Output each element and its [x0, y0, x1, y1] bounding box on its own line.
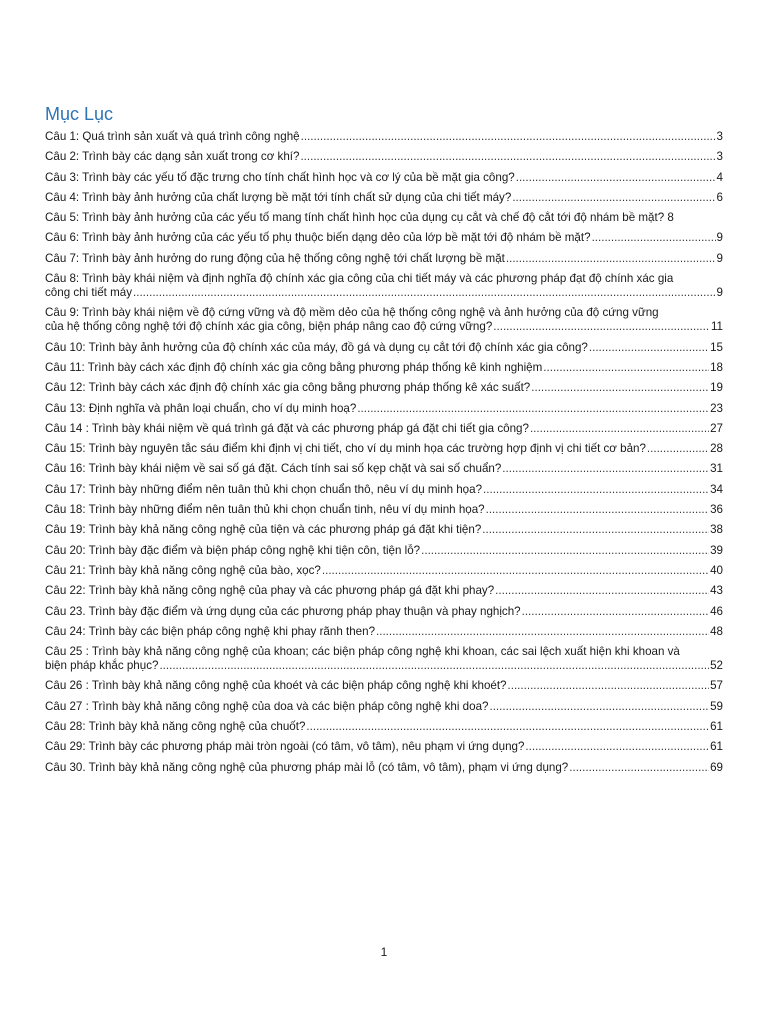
toc-entry-text: công chi tiết máy: [45, 286, 132, 300]
toc-entry-page: 3: [716, 130, 723, 143]
dot-leader: [522, 605, 709, 619]
toc-entry-text-line1: Câu 9: Trình bày khái niệm về độ cứng vững và độ mềm dẻo của hệ thống công nghệ và ảnh hưởng của độ cứng vững: [45, 306, 659, 320]
toc-entry-text: Câu 4: Trình bày ảnh hưởng của chất lượng bề mặt tới tính chất sử dụng của chi tiết máy?: [45, 190, 512, 204]
dot-leader: [493, 320, 710, 334]
toc-entry[interactable]: [45, 191, 723, 205]
toc-entry-text: Câu 16: Trình bày khái niệm về sai số gá đặt. Cách tính sai số kẹp chặt và sai số chuẩn?: [45, 462, 502, 476]
toc-entry[interactable]: [45, 442, 723, 456]
dot-leader: [376, 625, 709, 639]
toc-entry[interactable]: [45, 700, 723, 714]
toc-entry-text: Câu 17: Trình bày những điểm nên tuân thủ khi chọn chuẩn thô, nêu ví dụ minh họa?: [45, 482, 483, 496]
toc-entry[interactable]: [45, 171, 723, 185]
dot-leader: [508, 679, 710, 693]
dot-leader: [301, 130, 716, 144]
toc-entry[interactable]: [45, 740, 723, 754]
toc-entry[interactable]: [45, 761, 723, 775]
toc-entry-page: 61: [710, 720, 723, 734]
toc-entry-text: Câu 5: Trình bày ảnh hưởng của các yếu tố mang tính chất hình học của dụng cụ cắt và chế độ cắt tới độ nhám bề mặt? 8: [45, 211, 674, 225]
toc-list: [45, 130, 723, 781]
toc-entry-text: Câu 19: Trình bày khả năng công nghệ của tiện và các phương pháp gá đặt khi tiện?: [45, 523, 482, 537]
dot-leader: [486, 503, 709, 517]
toc-entry-page: 59: [710, 699, 723, 713]
dot-leader: [489, 700, 709, 714]
toc-entry[interactable]: [45, 679, 723, 693]
toc-entry[interactable]: [45, 462, 723, 476]
toc-entry[interactable]: [45, 211, 723, 225]
toc-entry[interactable]: [45, 150, 723, 164]
dot-leader: [543, 361, 709, 375]
toc-entry[interactable]: [45, 422, 723, 436]
toc-entry-page: 18: [710, 360, 723, 374]
toc-entry-page: 9: [716, 251, 723, 265]
toc-entry[interactable]: [45, 231, 723, 245]
toc-entry-text: Câu 12: Trình bày cách xác định độ chính xác gia công bằng phương pháp thống kê xác suất?: [45, 381, 531, 395]
toc-entry-text: Câu 3: Trình bày các yếu tố đặc trưng cho tính chất hình học và cơ lý của bề mặt gia công?: [45, 170, 515, 184]
toc-entry[interactable]: [45, 544, 723, 558]
toc-entry-text: Câu 13: Định nghĩa và phân loại chuẩn, cho ví dụ minh hoạ?: [45, 401, 357, 415]
toc-entry-page: 46: [710, 604, 723, 618]
toc-entry-page: 39: [710, 543, 723, 557]
page-number-footer: 1: [380, 945, 388, 959]
toc-entry-text: Câu 27 : Trình bày khả năng công nghệ của doa và các biện pháp công nghệ khi doa?: [45, 699, 489, 713]
dot-leader: [159, 659, 709, 673]
toc-entry-page: 48: [710, 624, 723, 638]
toc-entry-page: 6: [716, 190, 723, 204]
toc-entry-page: 61: [710, 740, 723, 754]
toc-entry[interactable]: [45, 306, 723, 334]
dot-leader: [300, 150, 715, 164]
toc-entry[interactable]: [45, 252, 723, 266]
dot-leader: [495, 584, 709, 598]
toc-entry-page: 28: [710, 442, 723, 456]
toc-entry[interactable]: [45, 130, 723, 144]
toc-entry-page: 40: [710, 563, 723, 577]
toc-entry[interactable]: [45, 272, 723, 300]
dot-leader: [306, 720, 709, 734]
dot-leader: [569, 761, 709, 775]
toc-entry-text: Câu 21: Trình bày khả năng công nghệ của bào, xọc?: [45, 563, 321, 577]
dot-leader: [530, 422, 709, 436]
dot-leader: [647, 442, 709, 456]
toc-entry-text: Câu 30. Trình bày khả năng công nghệ của phương pháp mài lỗ (có tâm, vô tâm), phạm vi ứng dụng?: [45, 760, 569, 774]
toc-entry-text: Câu 20: Trình bày đặc điểm và biện pháp công nghệ khi tiện côn, tiện lỗ?: [45, 543, 421, 557]
toc-entry[interactable]: [45, 605, 723, 619]
toc-entry[interactable]: [45, 361, 723, 375]
toc-entry-text: Câu 11: Trình bày cách xác định độ chính xác gia công bằng phương pháp thống kê kinh nghiệm: [45, 360, 543, 374]
dot-leader: [483, 483, 709, 497]
toc-entry-page: 43: [710, 584, 723, 598]
toc-entry-page: 19: [710, 381, 723, 395]
toc-title: Mục Lục: [45, 104, 114, 124]
toc-entry[interactable]: [45, 564, 723, 578]
dot-leader: [592, 231, 716, 245]
toc-entry-text: của hệ thống công nghệ tới độ chính xác gia công, biện pháp nâng cao độ cứng vững?: [45, 320, 493, 334]
toc-entry-text: Câu 10: Trình bày ảnh hưởng của độ chính xác của máy, đồ gá và dụng cụ cắt tới độ chính xác gia công?: [45, 340, 588, 354]
toc-entry-page: 31: [710, 462, 723, 476]
dot-leader: [525, 740, 709, 754]
toc-entry-text: Câu 6: Trình bày ảnh hưởng của các yếu tố phụ thuộc biến dạng dẻo của lớp bề mặt tới độ nhám bề mặt?: [45, 231, 591, 245]
toc-entry-page: 36: [710, 503, 723, 517]
toc-entry-text: Câu 18: Trình bày những điểm nên tuân thủ khi chọn chuẩn tinh, nêu ví dụ minh họa?: [45, 503, 485, 517]
toc-entry-text: Câu 28: Trình bày khả năng công nghệ của chuốt?: [45, 720, 306, 734]
toc-entry-text: Câu 15: Trình bày nguyên tắc sáu điểm khi định vị chi tiết, cho ví dụ minh họa các trường hợp định vị chi tiết cơ bản?: [45, 442, 646, 456]
toc-entry-text: Câu 22: Trình bày khả năng công nghệ của phay và các phương pháp gá đặt khi phay?: [45, 584, 495, 598]
toc-entry-text: Câu 23. Trình bày đặc điểm và ứng dụng của các phương pháp phay thuận và phay nghịch?: [45, 604, 521, 618]
toc-entry-page: 9: [716, 231, 723, 245]
toc-entry-page: 23: [710, 401, 723, 415]
toc-entry-text: Câu 29: Trình bày các phương pháp mài tròn ngoài (có tâm, vô tâm), nêu phạm vi ứng dụng?: [45, 740, 525, 754]
dot-leader: [502, 462, 709, 476]
dot-leader: [589, 341, 709, 355]
toc-entry-text: Câu 24: Trình bày các biện pháp công nghệ khi phay rãnh then?: [45, 624, 376, 638]
toc-entry[interactable]: [45, 402, 723, 416]
dot-leader: [322, 564, 709, 578]
dot-leader: [133, 286, 716, 300]
toc-entry[interactable]: [45, 720, 723, 734]
toc-entry-page: 38: [710, 523, 723, 537]
toc-entry-text: Câu 14 : Trình bày khái niệm về quá trình gá đặt và các phương pháp gá đặt chi tiết gia công?: [45, 421, 529, 435]
toc-entry[interactable]: [45, 645, 723, 673]
dot-leader: [531, 381, 709, 395]
dot-leader: [512, 191, 715, 205]
toc-entry-page: 52: [710, 659, 723, 673]
toc-entry-page: 15: [710, 340, 723, 354]
toc-entry[interactable]: [45, 341, 723, 355]
dot-leader: [482, 523, 709, 537]
toc-entry-text: Câu 26 : Trình bày khả năng công nghệ của khoét và các biện pháp công nghệ khi khoét?: [45, 679, 507, 693]
toc-entry-text: Câu 1: Quá trình sản xuất và quá trình công nghệ: [45, 130, 300, 143]
toc-entry-text: biện pháp khắc phục?: [45, 659, 159, 673]
toc-entry-page: 4: [716, 170, 723, 184]
toc-entry-page: 34: [710, 482, 723, 496]
toc-entry[interactable]: [45, 523, 723, 537]
toc-entry-text: Câu 2: Trình bày các dạng sản xuất trong cơ khí?: [45, 150, 300, 164]
toc-entry-page: 9: [716, 286, 723, 300]
dot-leader: [357, 402, 709, 416]
toc-entry-text: Câu 7: Trình bày ảnh hưởng do rung động của hệ thống công nghệ tới chất lượng bề mặt: [45, 251, 505, 265]
toc-entry-page: 11: [710, 320, 723, 334]
dot-leader: [421, 544, 709, 558]
dot-leader: [516, 171, 716, 185]
toc-entry-text-line1: Câu 8: Trình bày khái niệm và định nghĩa độ chính xác gia công của chi tiết máy và các phương pháp đạt độ chính xác gia: [45, 272, 674, 286]
toc-entry[interactable]: [45, 381, 723, 395]
toc-entry-page: 69: [710, 760, 723, 774]
toc-entry[interactable]: [45, 483, 723, 497]
toc-entry-page: 57: [710, 679, 723, 693]
toc-entry[interactable]: [45, 503, 723, 517]
toc-entry-page: 27: [710, 421, 723, 435]
toc-entry[interactable]: [45, 584, 723, 598]
dot-leader: [506, 252, 716, 266]
toc-entry[interactable]: [45, 625, 723, 639]
toc-entry-page: 3: [716, 150, 723, 164]
toc-entry-text-line1: Câu 25 : Trình bày khả năng công nghệ của khoan; các biện pháp công nghệ khi khoan, các sai lệch xuất hiện khi khoan và: [45, 645, 680, 659]
